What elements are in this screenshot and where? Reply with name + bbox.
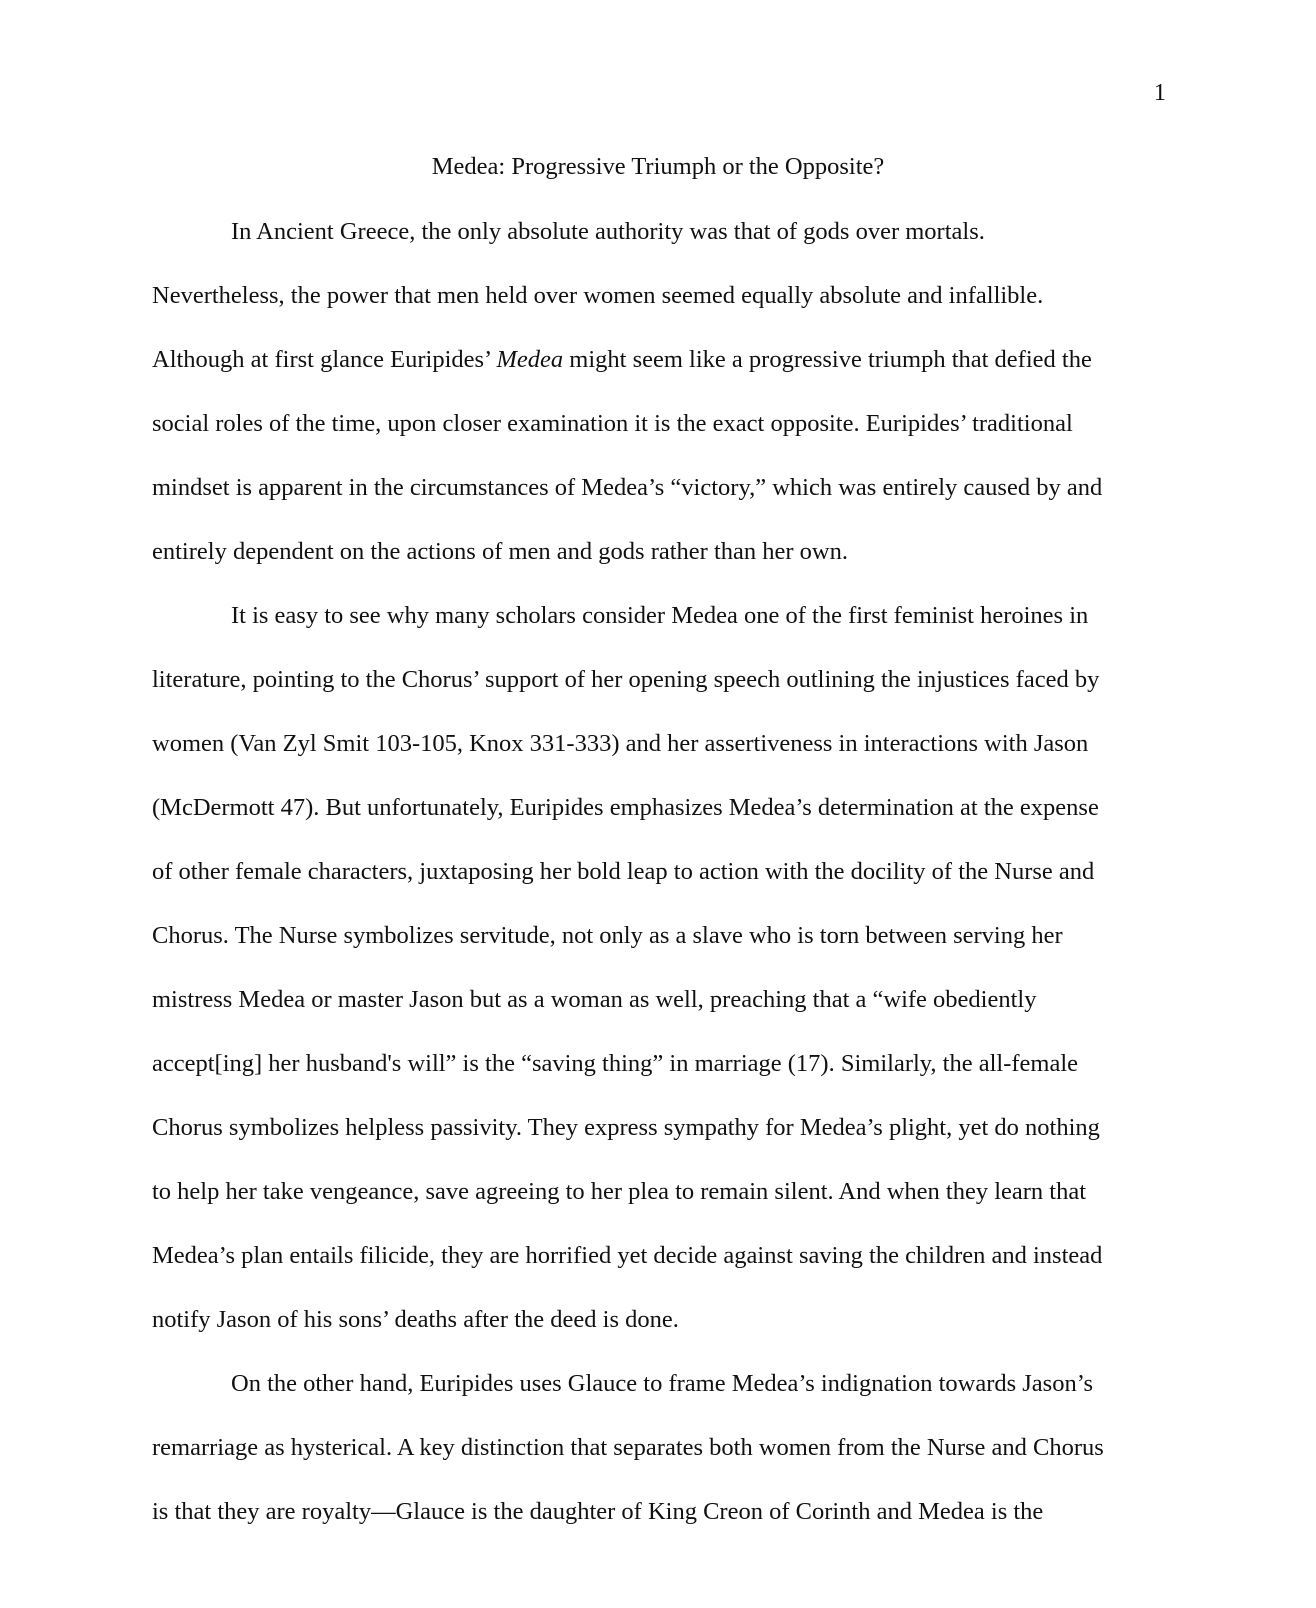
paragraph-1-line-6: entirely dependent on the actions of men and gods rather than her own. <box>152 538 848 565</box>
paragraph-2-line-4: (McDermott 47). But unfortunately, Euripides emphasizes Medea’s determination at the expense <box>152 794 1099 821</box>
paragraph-2-line-10: to help her take vengeance, save agreeing to her plea to remain silent. And when they learn that <box>152 1178 1087 1205</box>
paragraph-2-line-6: Chorus. The Nurse symbolizes servitude, not only as a slave who is torn between serving her <box>152 922 1063 949</box>
paragraph-2-line-1: It is easy to see why many scholars consider Medea one of the first feminist heroines in <box>231 602 1089 629</box>
paragraph-3-line-3: is that they are royalty—Glauce is the daughter of King Creon of Corinth and Medea is the <box>152 1498 1044 1525</box>
paragraph-2-line-5: of other female characters, juxtaposing her bold leap to action with the docility of the Nurse and <box>152 858 1095 885</box>
paragraph-2-line-7: mistress Medea or master Jason but as a woman as well, preaching that a “wife obediently <box>152 986 1037 1013</box>
paragraph-2-line-9: Chorus symbolizes helpless passivity. They express sympathy for Medea’s plight, yet do nothing <box>152 1114 1100 1141</box>
paragraph-1-line-5: mindset is apparent in the circumstances of Medea’s “victory,” which was entirely caused by and <box>152 474 1103 501</box>
paragraph-2-line-3: women (Van Zyl Smit 103-105, Knox 331-333) and her assertiveness in interactions with Jason <box>152 730 1089 757</box>
paragraph-2-line-2: literature, pointing to the Chorus’ support of her opening speech outlining the injustices faced by <box>152 666 1100 693</box>
paragraph-1-line-3: Although at first glance Euripides’ Medea might seem like a progressive triumph that defied the <box>152 346 1092 373</box>
essay-title: Medea: Progressive Triumph or the Opposite? <box>431 153 885 180</box>
paragraph-2-line-11: Medea’s plan entails filicide, they are horrified yet decide against saving the children and instead <box>152 1242 1103 1269</box>
paragraph-2-line-8: accept[ing] her husband's will” is the “saving thing” in marriage (17). Similarly, the all-female <box>152 1050 1079 1077</box>
paragraph-3-line-2: remarriage as hysterical. A key distinction that separates both women from the Nurse and Chorus <box>152 1434 1104 1461</box>
page-number: 1 <box>1153 79 1166 106</box>
paragraph-2-line-12: notify Jason of his sons’ deaths after the deed is done. <box>152 1306 679 1333</box>
paragraph-1-line-2: Nevertheless, the power that men held over women seemed equally absolute and infallible. <box>152 282 1044 309</box>
essay-body <box>152 200 1172 1544</box>
paragraph-1-line-4: social roles of the time, upon closer examination it is the exact opposite. Euripides’ traditional <box>152 410 1073 437</box>
paragraph-3-line-1: On the other hand, Euripides uses Glauce to frame Medea’s indignation towards Jason’s <box>231 1370 1094 1397</box>
work-title-medea: Medea <box>496 346 564 373</box>
paragraph-1-line-1: In Ancient Greece, the only absolute authority was that of gods over mortals. <box>231 218 985 245</box>
